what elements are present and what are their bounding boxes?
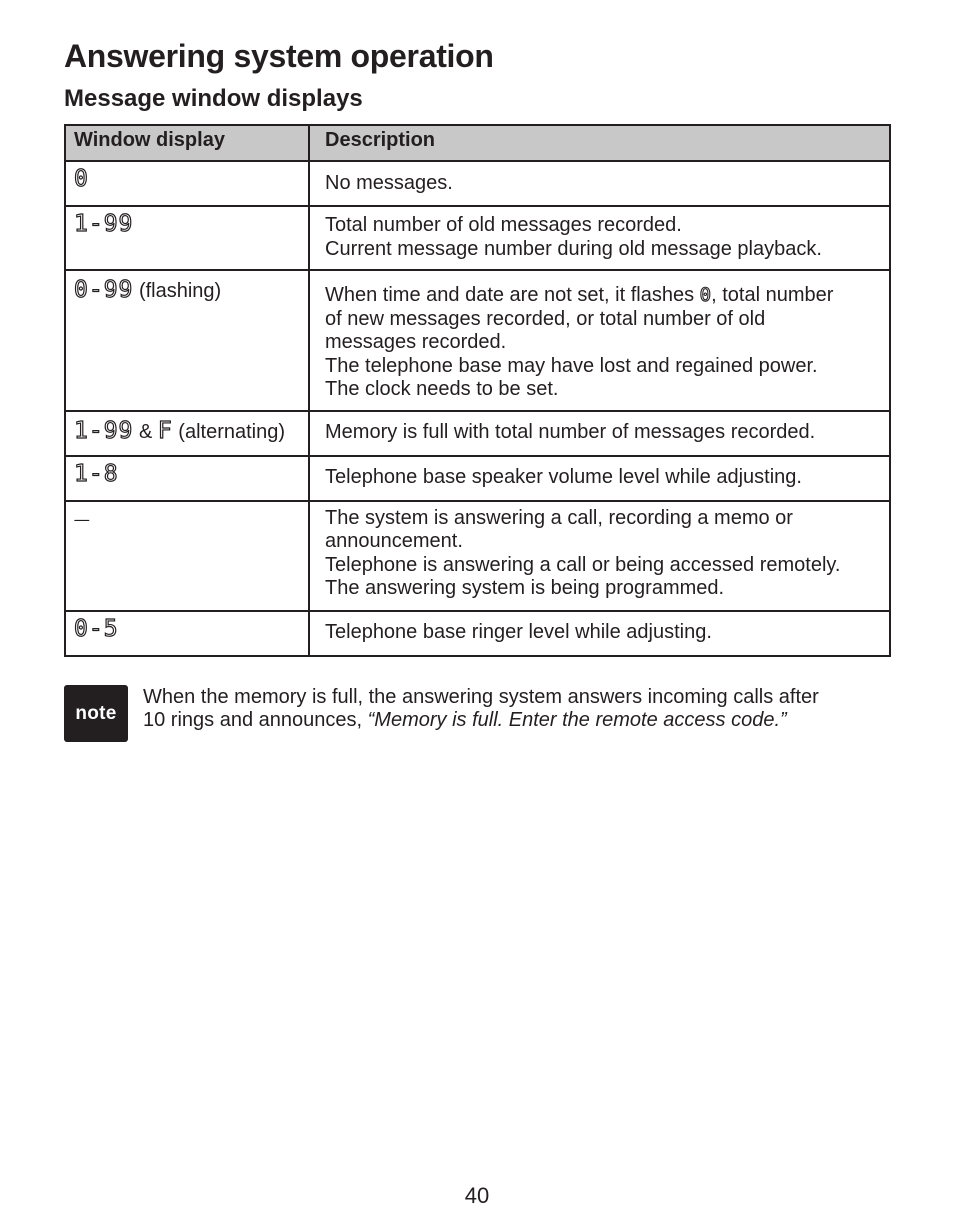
description-line: No messages. xyxy=(325,172,453,194)
description-line: The clock needs to be set. xyxy=(325,378,559,400)
table-row xyxy=(65,501,890,611)
ampersand: & xyxy=(138,420,153,443)
column-header-description: Description xyxy=(309,125,890,161)
note-line: When the memory is full, the answering system answers incoming calls after xyxy=(143,686,819,708)
lcd-display-value: 0 xyxy=(74,166,89,192)
window-display-cell xyxy=(65,611,309,656)
description-line: The answering system is being programmed. xyxy=(325,577,725,599)
window-display-cell xyxy=(65,206,309,270)
lcd-display-value: 0-99 xyxy=(74,277,134,303)
description-line: Current message number during old message playback. xyxy=(325,237,822,260)
table-row xyxy=(65,206,890,270)
description-line: Memory is full with total number of messages recorded. xyxy=(325,420,816,443)
table-row xyxy=(65,270,890,411)
column-header-window-display: Window display xyxy=(65,125,309,161)
description-cell xyxy=(309,161,890,206)
description-line: announcement. xyxy=(325,530,463,552)
window-display-cell xyxy=(65,270,309,411)
table-row xyxy=(65,456,890,501)
description-line: of new messages recorded, or total number of old xyxy=(325,307,766,330)
page-number: 40 xyxy=(464,1183,490,1208)
description-line: Telephone base speaker volume level while adjusting. xyxy=(325,465,802,488)
description-line: Total number of old messages recorded. xyxy=(325,214,682,236)
lcd-display-value: 1-99 xyxy=(74,211,134,237)
table-header-row xyxy=(65,125,890,161)
lcd-inline-glyph: 0 xyxy=(699,284,712,306)
description-line: Telephone base ringer level while adjusting. xyxy=(325,620,712,643)
page-title: Answering system operation xyxy=(64,38,494,74)
window-display-cell xyxy=(65,501,309,611)
description-line: The system is answering a call, recording a memo or xyxy=(325,506,793,529)
description-cell xyxy=(309,270,890,411)
description-line: Telephone is answering a call or being accessed remotely. xyxy=(325,553,841,576)
description-cell xyxy=(309,611,890,656)
note-badge: note xyxy=(64,685,128,742)
lcd-display-value: 0-5 xyxy=(74,615,119,642)
lcd-display-value-full: F xyxy=(157,417,173,444)
lcd-display-value: 1-8 xyxy=(74,460,119,487)
window-display-cell xyxy=(65,161,309,206)
description-cell xyxy=(309,206,890,270)
table-row xyxy=(65,411,890,456)
table-row xyxy=(65,161,890,206)
section-title: Message window displays xyxy=(64,85,363,112)
description-line: messages recorded. xyxy=(325,331,507,353)
window-display-cell xyxy=(65,411,309,456)
display-qualifier: (flashing) xyxy=(138,280,222,302)
description-cell xyxy=(309,411,890,456)
table-row xyxy=(65,611,890,656)
window-display-cell xyxy=(65,456,309,501)
note-quote: “Memory is full. Enter the remote access code.” xyxy=(367,709,787,731)
description-cell xyxy=(309,456,890,501)
description-line: The telephone base may have lost and regained power. xyxy=(325,354,818,377)
description-line: When time and date are not set, it flashes 0, total number xyxy=(325,284,834,306)
lcd-dashes-display: -------- xyxy=(74,514,89,525)
message-display-table xyxy=(64,124,891,657)
note-line: 10 rings and announces, “Memory is full. Enter the remote access code.” xyxy=(143,709,787,731)
description-cell xyxy=(309,501,890,611)
lcd-display-value: 1-99 xyxy=(74,417,134,444)
note-text xyxy=(143,686,903,732)
display-qualifier: (alternating) xyxy=(178,420,285,443)
